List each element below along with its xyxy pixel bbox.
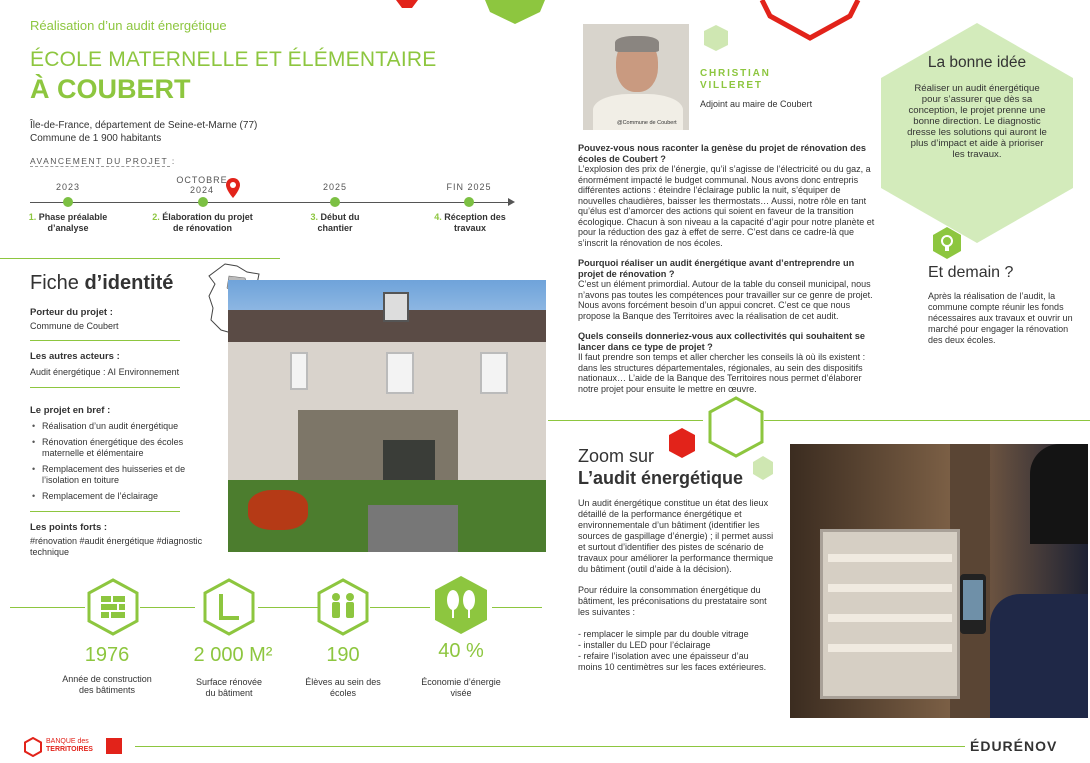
acteurs-label: Les autres acteurs :: [30, 351, 120, 362]
demain-text: Après la réalisation de l’audit, la commune compte réunir les fonds nécessaires aux travaux et ouvrir un marché pour engager la rénovation des deux écoles.: [928, 291, 1073, 345]
question-2: Pourquoi réaliser un audit énergétique avant d’entreprendre un projet de rénovation ?: [578, 258, 855, 279]
electrical-panel-photo: [790, 444, 1088, 718]
photo-credit: @Commune de Coubert: [617, 120, 677, 126]
step-4-date: FIN 2025: [446, 182, 492, 192]
zoom-item: - refaire l’isolation avec une épaisseur d’au moins 10 centimètres sur les faces extérieures.: [578, 651, 767, 672]
trees-icon: [432, 574, 490, 636]
stats-line-left: [10, 607, 85, 608]
step-3: [300, 212, 370, 234]
stat-2-label: Surface rénovée du bâtiment: [195, 677, 263, 698]
stat-4-value: 40 %: [438, 640, 484, 662]
step-1: [28, 212, 108, 234]
stat-3-label: Élèves au sein des écoles: [305, 677, 381, 698]
interviewee-name: [700, 68, 771, 92]
interviewee-name-line1: CHRISTIAN: [700, 68, 771, 79]
zoom-title-bold: L’audit énergétique: [578, 468, 744, 488]
stat-1-value: 1976: [84, 644, 130, 666]
timeline-dot-2: [198, 197, 208, 207]
section-divider: [0, 258, 280, 259]
groupe-cdc-logo-icon: [106, 738, 122, 754]
answer-1: L’explosion des prix de l’énergie, qu’il s’agisse de l’électricité ou du gaz, a énormément impacté le budget communal. Nous avons donc entrepris différentes actions : éteindre l’éclairage public la nuit, s’équiper de nouvelles chaudières, baisser les thermostats… Aussi, notre rôle en tant qu’élus est d’amorcer des actions qui soient en faveur de la transition écologique. Chacun à son niveau a la capacité d’agir pour notre planète et pour la réduction des gaz à effet de serre. C’est dans ce cadre-là que s’inscrit la rénovation de nos écoles.: [578, 164, 875, 248]
region-text: Île-de-France, département de Seine-et-Marne (77): [30, 120, 258, 131]
identity-title-light: Fiche: [30, 272, 85, 294]
decor-hexagon-small: [703, 24, 729, 52]
demain-title: Et demain ?: [928, 264, 1014, 281]
answer-2: C’est un élément primordial. Autour de la table du conseil municipal, nous n’avons pas toutes les compétences pour travailler sur ce genre de projet. Nous avons forcément besoin d’un appui concret. C’est ce que nous propose la Banque des Territoires avec la réalisation de cet audit.: [578, 279, 873, 321]
page-title-line2: À COUBERT: [30, 74, 191, 104]
bref-item: • Réalisation d’un audit énergétique: [30, 421, 195, 432]
bref-item: • Remplacement de l’éclairage: [30, 491, 195, 502]
children-icon: [316, 578, 370, 636]
banque-territoires-logo-icon: [24, 737, 42, 757]
progress-label-divider: [30, 166, 170, 167]
step-3-label: Début du chantier: [317, 212, 360, 233]
step-4: [434, 212, 506, 234]
bonne-idee-title: La bonne idée: [927, 54, 1027, 71]
stats-line-4: [370, 607, 430, 608]
zoom-text: [578, 498, 774, 673]
bref-label: Le projet en bref :: [30, 405, 111, 416]
stats-line-5: [492, 607, 542, 608]
bricks-icon: [86, 578, 140, 636]
bref-item: • Rénovation énergétique des écoles maternelle et élémentaire: [30, 437, 195, 459]
timeline-dot-3: [330, 197, 340, 207]
portrait-photo: [583, 24, 689, 130]
step-3-num: 3.: [310, 212, 318, 222]
zoom-item: - remplacer le simple par du double vitrage: [578, 629, 749, 639]
divider-3: [30, 511, 180, 512]
stat-3-value: 190: [326, 644, 360, 666]
step-2-date: OCTOBRE 2024: [176, 175, 228, 195]
zoom-paragraph-1: Un audit énergétique constitue un état des lieux détaillé de la performance énergétique et environnementale d’un bâtiment (identifier les sources de gaspillage d’énergie) ; il permet aussi et surtout d’identifier des pistes de scénario de travaux pour améliorer la performance thermique du bâtiment (outil d’aide à la décision).: [578, 498, 774, 574]
zoom-title-light: Zoom sur: [578, 446, 655, 466]
footer-line: [135, 746, 965, 747]
bref-list: [30, 421, 195, 507]
porteur-label: Porteur du projet :: [30, 307, 113, 318]
stat-2-value: 2 000 M²: [193, 644, 273, 666]
stat-1-label: Année de construction des bâtiments: [62, 674, 152, 695]
divider-1: [30, 340, 180, 341]
stat-4-label: Économie d’énergie visée: [421, 677, 501, 698]
progress-label: AVANCEMENT DU PROJET :: [30, 156, 176, 166]
lightbulb-icon: [930, 226, 964, 260]
stats-line-2: [140, 607, 195, 608]
divider-2: [30, 387, 180, 388]
step-1-num: 1.: [28, 212, 37, 222]
question-3: Quels conseils donneriez-vous aux collectivités qui souhaitent se lancer dans ce type de projet ?: [578, 331, 865, 352]
bref-item: • Remplacement des huisseries et de l’isolation en toiture: [30, 464, 195, 486]
interview-text: [578, 143, 876, 394]
school-photo: [228, 280, 546, 552]
timeline-dot-4: [464, 197, 474, 207]
subtitle: Réalisation d’un audit énergétique: [30, 18, 227, 33]
step-3-date: 2025: [322, 182, 348, 192]
timeline-line: [30, 202, 510, 203]
identity-title: [30, 272, 173, 295]
timeline-dot-1: [63, 197, 73, 207]
surface-icon: [202, 578, 256, 636]
step-4-label: Réception des travaux: [444, 212, 506, 233]
logo-line2: TERRITOIRES: [46, 746, 93, 753]
logo-line1: BANQUE des: [46, 738, 89, 745]
porteur-value: Commune de Coubert: [30, 321, 119, 331]
zoom-divider-right: [764, 420, 1090, 421]
step-1-date: 2023: [55, 182, 81, 192]
identity-title-bold: d’identité: [84, 272, 174, 294]
answer-3: Il faut prendre son temps et aller chercher les conseils là où ils existent : dans les structures départementales, régionales, au sein des dispositifs nationaux… L’aide de la Banque des Territoires nous permet d’élaborer notre projet pour ensuite le mettre en œuvre.: [578, 352, 866, 394]
banque-territoires-logo-text: [46, 738, 93, 754]
step-2-label: Élaboration du projet de rénovation: [162, 212, 253, 233]
page-title-line1: ÉCOLE MATERNELLE ET ÉLÉMENTAIRE: [30, 48, 437, 71]
commune-text: Commune de 1 900 habitants: [30, 133, 162, 144]
acteurs-value: Audit énergétique : AI Environnement: [30, 367, 180, 377]
interviewee-name-line2: VILLERET: [700, 80, 763, 91]
step-2-num: 2.: [152, 212, 160, 222]
forts-value: #rénovation #audit énergétique #diagnostic technique: [30, 536, 203, 557]
stats-line-3: [258, 607, 318, 608]
question-1: Pouvez-vous nous raconter la genèse du projet de rénovation des écoles de Coubert ?: [578, 143, 866, 164]
zoom-paragraph-2: Pour réduire la consommation énergétique du bâtiment, les préconisations du prestataire sont les suivantes :: [578, 585, 767, 617]
interviewee-role: Adjoint au maire de Coubert: [700, 99, 813, 109]
step-4-num: 4.: [434, 212, 442, 222]
timeline-arrow-icon: [508, 198, 515, 206]
forts-label: Les points forts :: [30, 522, 108, 533]
bonne-idee-text: Réaliser un audit énergétique pour s’assurer que dès sa conception, le projet prenne une bonne direction. Le diagnostic dresse les solutions qui auront le plus d’impact et aide à prioriser les travaux.: [907, 83, 1047, 160]
edurenov-logo: ÉDURÉNOV: [970, 738, 1058, 754]
step-1-label: Phase préalable d’analyse: [38, 212, 108, 233]
step-2: [150, 212, 255, 234]
zoom-item: - installer du LED pour l’éclairage: [578, 640, 711, 650]
